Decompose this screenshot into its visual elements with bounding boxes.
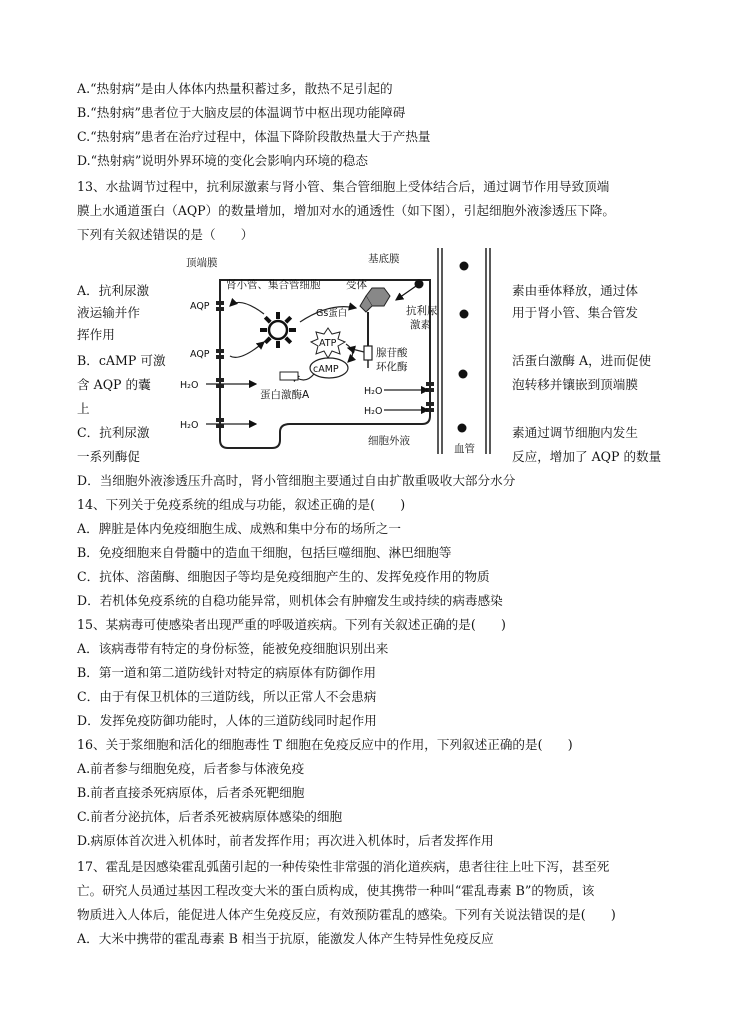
label-apical-membrane: 顶端膜 (186, 257, 218, 269)
q15-option-c: C．由于有保卫机体的三道防线，所以正常人不会患病 (77, 689, 377, 704)
q13-option-c-right-2: 反应，增加了 AQP 的数量 (512, 449, 662, 464)
q13-option-c-right-1: 素通过调节细胞内发生 (512, 425, 638, 440)
adh-mechanism-diagram (180, 244, 500, 466)
label-receptor: 受体 (346, 279, 367, 291)
label-adh-2: 激素 (410, 319, 431, 331)
q15-option-a: A．该病毒带有特定的身份标签，能被免疫细胞识别出来 (77, 641, 389, 656)
q14-option-b: B．免疫细胞来自骨髓中的造血干细胞，包括巨噬细胞、淋巴细胞等 (77, 545, 452, 560)
q17-option-a: A．大米中携带的霍乱毒素 B 相当于抗原，能激发人体产生特异性免疫反应 (77, 931, 494, 946)
label-water-3: H₂O (364, 386, 383, 397)
q16-option-a: A.前者参与细胞免疫，后者参与体液免疫 (77, 761, 305, 776)
q16-option-c: C.前者分泌抗体，后者杀死被病原体感染的细胞 (77, 809, 343, 824)
q13-option-a-left-1: A．抗利尿激 (77, 283, 150, 298)
label-atp: ATP (319, 338, 337, 349)
q14-option-a: A．脾脏是体内免疫细胞生成、成熟和集中分布的场所之一 (77, 521, 401, 536)
q17-stem-line1: 17、霍乱是因感染霍乱弧菌引起的一种传染性非常强的消化道疾病，患者往往上吐下泻，甚至死 (77, 859, 610, 874)
label-water-1: H₂O (180, 380, 199, 391)
label-aqp-1: AQP (190, 301, 210, 312)
q15-option-d: D．发挥免疫防御功能时，人体的三道防线同时起作用 (77, 713, 377, 728)
q13-stem-line2: 膜上水通道蛋白（AQP）的数量增加，增加对水的通透性（如下图），引起细胞外液渗透压下降。 (77, 203, 615, 218)
q13-option-a-right-1: 素由垂体释放，通过体 (512, 283, 638, 298)
adh-molecule (460, 310, 469, 319)
q13-option-a-right-2: 用于肾小管、集合管发 (512, 305, 638, 320)
q13-option-b-right-1: 活蛋白激酶 A，进而促使 (512, 353, 652, 368)
option-d-heatstroke: D.“热射病”说明外界环境的变化会影响内环境的稳态 (77, 153, 368, 168)
q17-stem-line3: 物质进入人体后，能促进人体产生免疫反应，有效预防霍乱的感染。下列有关说法错误的是( ) (77, 907, 616, 922)
option-a-heatstroke: A.“热射病”是由人体体内热量积蓄过多，散热不足引起的 (77, 81, 393, 96)
aqp-vesicle-cluster (260, 312, 296, 348)
adenylate-cyclase (364, 346, 372, 360)
label-extracellular-fluid: 细胞外液 (368, 435, 410, 447)
label-cyclase-1: 腺苷酸 (376, 347, 408, 359)
q13-option-b-left-3: 上 (77, 401, 90, 416)
q14-option-d: D．若机体免疫系统的自稳功能异常，则机体会有肿瘤发生或持续的病毒感染 (77, 593, 503, 608)
q15-stem: 15、某病毒可使感染者出现严重的呼吸道疾病。下列有关叙述正确的是( ) (77, 617, 506, 632)
q15-option-b: B．第一道和第二道防线针对特定的病原体有防御作用 (77, 665, 376, 680)
label-camp: cAMP (313, 364, 339, 375)
protein-kinase-a (280, 372, 298, 380)
label-gs-protein: Gs蛋白 (316, 308, 348, 319)
q13-stem-line3: 下列有关叙述错误的是（ ） (77, 227, 254, 242)
adh-molecule (459, 370, 468, 379)
q13-stem-line1: 13、水盐调节过程中，抗利尿激素与肾小管、集合管细胞上受体结合后，通过调节作用导致顶端 (77, 179, 610, 194)
label-adh-1: 抗利尿 (406, 305, 438, 317)
label-aqp-2: AQP (190, 349, 210, 360)
q13-option-c-left-2: 一系列酶促 (77, 449, 140, 464)
q13-option-a-left-3: 挥作用 (77, 327, 115, 342)
q16-option-b: B.前者直接杀死病原体，后者杀死靶细胞 (77, 785, 305, 800)
label-cyclase-2: 环化酶 (376, 361, 408, 373)
label-water-2: H₂O (180, 420, 199, 431)
q13-option-b-left-2: 含 AQP 的囊 (77, 377, 151, 392)
label-vessel: 血管 (454, 443, 475, 455)
adh-molecule (458, 424, 467, 433)
q13-option-d: D．当细胞外液渗透压升高时，肾小管细胞主要通过自由扩散重吸收大部分水分 (77, 473, 516, 488)
q14-stem: 14、下列关于免疫系统的组成与功能，叙述正确的是( ) (77, 497, 406, 512)
q17-stem-line2: 亡。研究人员通过基因工程改变大米的蛋白质构成，使其携带一种叫“霍乱毒素 B”的物质，该 (77, 883, 595, 898)
option-c-heatstroke: C.“热射病”患者在治疗过程中，体温下降阶段散热量大于产热量 (77, 129, 431, 144)
label-cell: 肾小管、集合管细胞 (226, 279, 321, 291)
q16-option-d: D.病原体首次进入机体时，前者发挥作用；再次进入机体时，后者发挥作用 (77, 833, 494, 848)
q13-option-a-left-2: 液运输并作 (77, 305, 140, 320)
q13-option-b-right-2: 泡转移并镶嵌到顶端膜 (512, 377, 638, 392)
q16-stem: 16、关于浆细胞和活化的细胞毒性 T 细胞在免疫反应中的作用，下列叙述正确的是( ) (77, 737, 573, 752)
q13-option-b-left-1: B．cAMP 可激 (77, 353, 166, 368)
option-b-heatstroke: B.“热射病”患者位于大脑皮层的体温调节中枢出现功能障碍 (77, 105, 406, 120)
label-basal-membrane: 基底膜 (368, 253, 400, 265)
label-protein-kinase-a: 蛋白激酶A (260, 389, 310, 401)
adh-molecule (460, 262, 469, 271)
q13-option-c-left-1: C．抗利尿激 (77, 425, 150, 440)
label-water-4: H₂O (364, 406, 383, 417)
q14-option-c: C．抗体、溶菌酶、细胞因子等均是免疫细胞产生的、发挥免疫作用的物质 (77, 569, 490, 584)
